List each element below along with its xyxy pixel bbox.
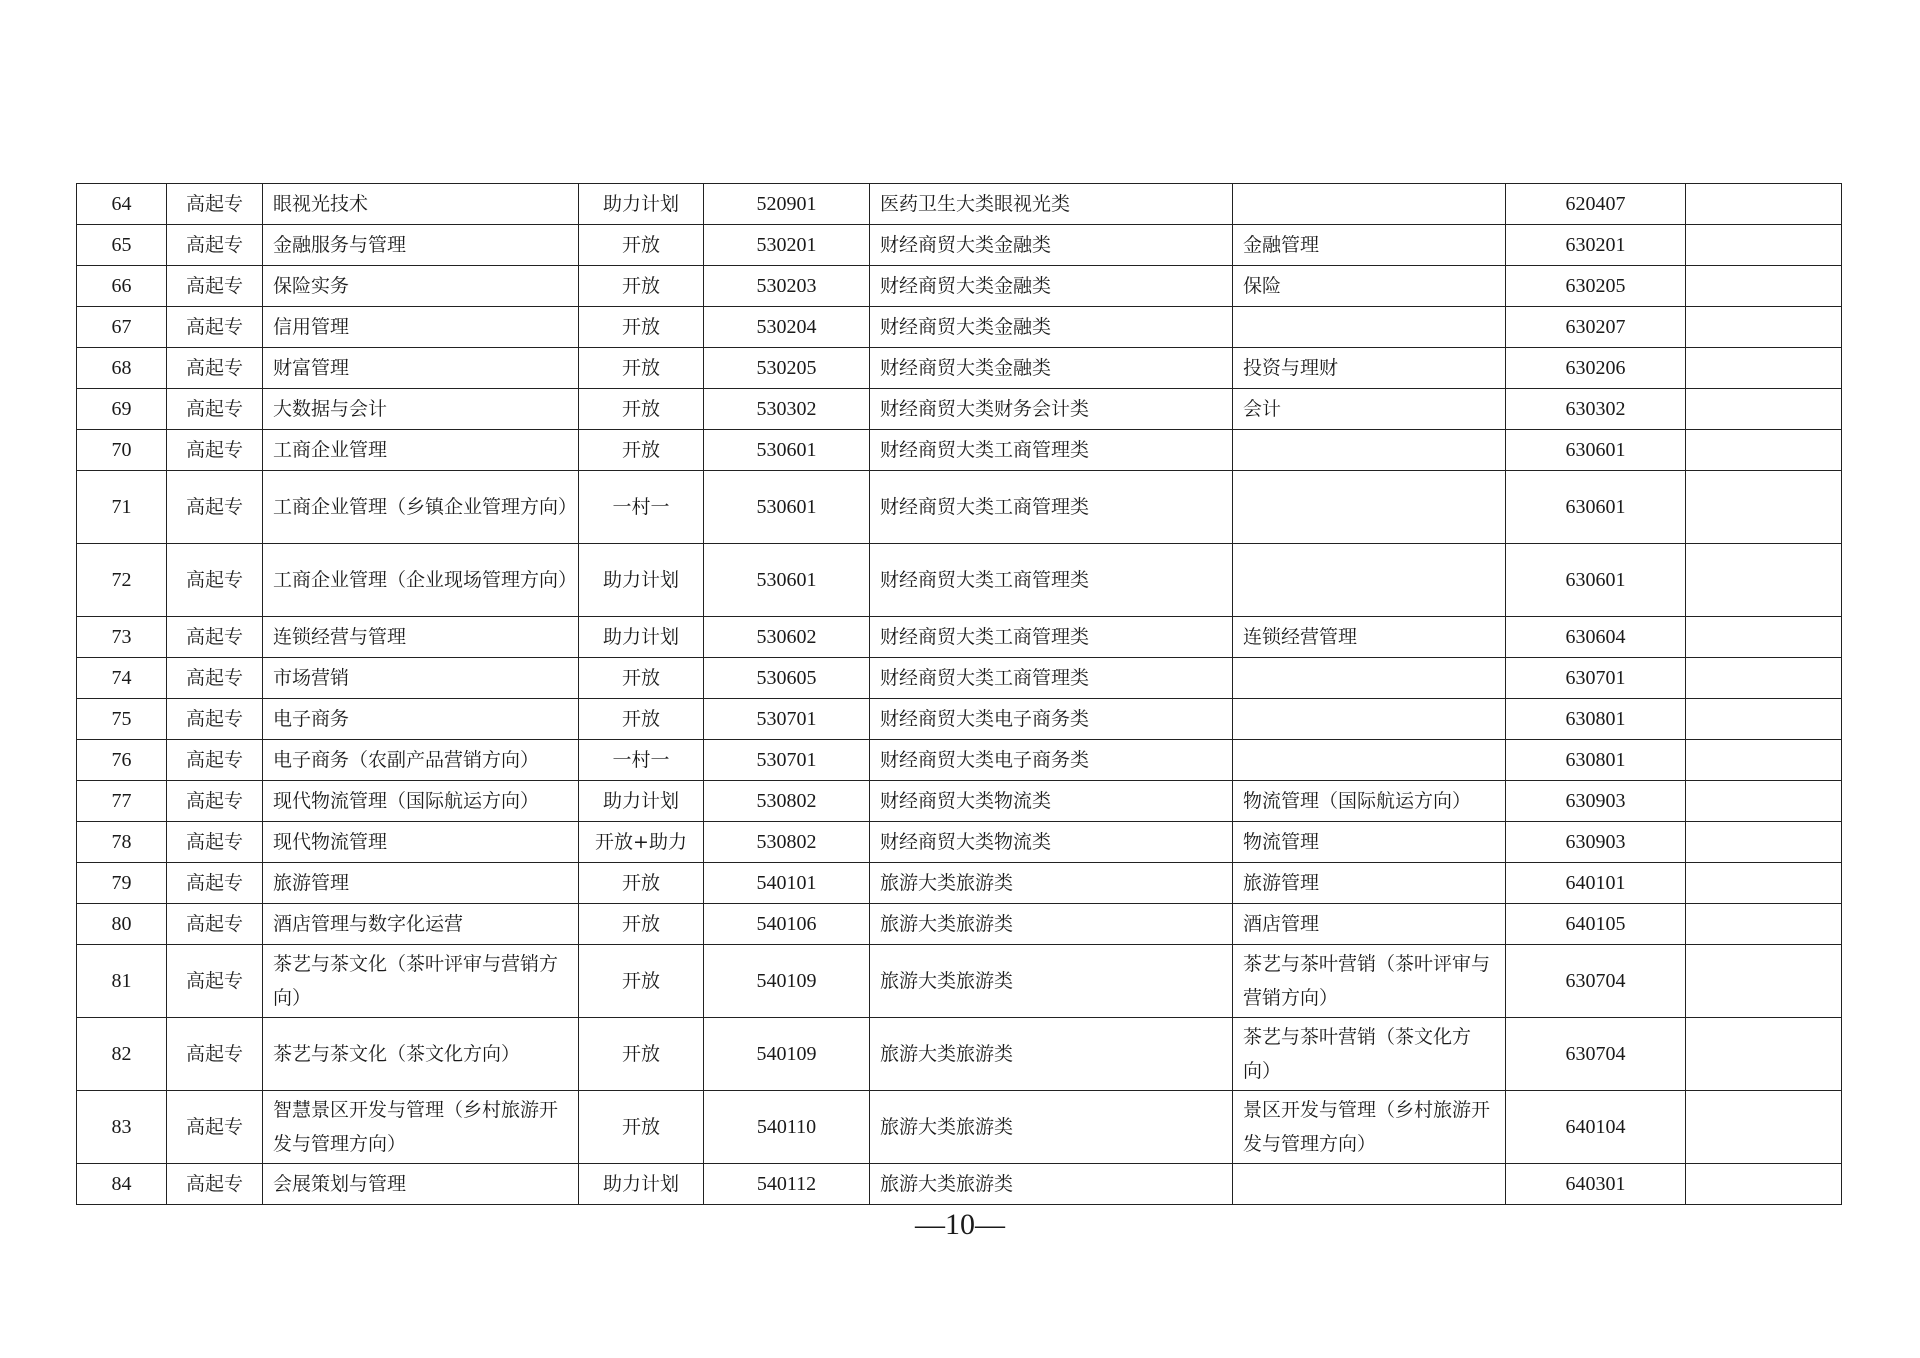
major-code-cell: 530204 xyxy=(704,307,870,348)
row-number-cell: 68 xyxy=(77,348,167,389)
old-major-name-cell xyxy=(1233,430,1506,471)
program-type-cell: 助力计划 xyxy=(579,617,704,658)
level-cell: 高起专 xyxy=(167,740,263,781)
level-cell: 高起专 xyxy=(167,348,263,389)
old-major-code-cell: 630801 xyxy=(1506,699,1686,740)
table-row xyxy=(77,471,1842,544)
old-major-code-cell: 630801 xyxy=(1506,740,1686,781)
major-code-cell: 530802 xyxy=(704,822,870,863)
old-major-name-cell xyxy=(1233,1164,1506,1205)
program-type-cell: 开放 xyxy=(579,389,704,430)
category-cell: 财经商贸大类金融类 xyxy=(870,307,1233,348)
major-code-cell: 530802 xyxy=(704,781,870,822)
old-major-code-cell: 630205 xyxy=(1506,266,1686,307)
major-code-cell: 530205 xyxy=(704,348,870,389)
old-major-code-cell: 640301 xyxy=(1506,1164,1686,1205)
table-row xyxy=(77,945,1842,1018)
remark-cell xyxy=(1686,184,1842,225)
category-cell: 财经商贸大类工商管理类 xyxy=(870,430,1233,471)
level-cell: 高起专 xyxy=(167,617,263,658)
table-row xyxy=(77,225,1842,266)
remark-cell xyxy=(1686,266,1842,307)
old-major-name-cell: 酒店管理 xyxy=(1233,904,1506,945)
old-major-name-cell: 金融管理 xyxy=(1233,225,1506,266)
row-number-cell: 84 xyxy=(77,1164,167,1205)
table-row xyxy=(77,863,1842,904)
old-major-name-cell: 保险 xyxy=(1233,266,1506,307)
row-number-cell: 77 xyxy=(77,781,167,822)
major-name-cell: 现代物流管理 xyxy=(263,822,579,863)
row-number-cell: 65 xyxy=(77,225,167,266)
major-code-cell: 540110 xyxy=(704,1091,870,1164)
old-major-name-cell xyxy=(1233,471,1506,544)
level-cell: 高起专 xyxy=(167,1018,263,1091)
old-major-code-cell: 630601 xyxy=(1506,544,1686,617)
old-major-name-cell: 旅游管理 xyxy=(1233,863,1506,904)
major-name-cell: 金融服务与管理 xyxy=(263,225,579,266)
row-number-cell: 74 xyxy=(77,658,167,699)
program-type-cell: 开放 xyxy=(579,904,704,945)
major-name-cell: 保险实务 xyxy=(263,266,579,307)
major-name-cell: 信用管理 xyxy=(263,307,579,348)
program-type-cell: 助力计划 xyxy=(579,544,704,617)
old-major-code-cell: 630601 xyxy=(1506,471,1686,544)
row-number-cell: 75 xyxy=(77,699,167,740)
old-major-name-cell: 连锁经营管理 xyxy=(1233,617,1506,658)
old-major-name-cell: 投资与理财 xyxy=(1233,348,1506,389)
table-body xyxy=(77,184,1842,1205)
program-type-cell: 一村一 xyxy=(579,471,704,544)
old-major-code-cell: 630604 xyxy=(1506,617,1686,658)
program-type-cell: 开放 xyxy=(579,348,704,389)
old-major-code-cell: 640105 xyxy=(1506,904,1686,945)
program-type-cell: 开放 xyxy=(579,307,704,348)
major-code-cell: 540106 xyxy=(704,904,870,945)
level-cell: 高起专 xyxy=(167,658,263,699)
program-type-cell: 助力计划 xyxy=(579,184,704,225)
table-row xyxy=(77,1091,1842,1164)
old-major-code-cell: 630201 xyxy=(1506,225,1686,266)
program-type-cell: 一村一 xyxy=(579,740,704,781)
major-code-cell: 540101 xyxy=(704,863,870,904)
remark-cell xyxy=(1686,225,1842,266)
old-major-name-cell xyxy=(1233,307,1506,348)
old-major-code-cell: 630601 xyxy=(1506,430,1686,471)
old-major-name-cell: 茶艺与茶叶营销（茶叶评审与营销方向） xyxy=(1233,945,1506,1018)
level-cell: 高起专 xyxy=(167,430,263,471)
level-cell: 高起专 xyxy=(167,471,263,544)
table-row xyxy=(77,740,1842,781)
old-major-code-cell: 630704 xyxy=(1506,945,1686,1018)
old-major-code-cell: 640104 xyxy=(1506,1091,1686,1164)
old-major-code-cell: 620407 xyxy=(1506,184,1686,225)
major-name-cell: 工商企业管理（乡镇企业管理方向） xyxy=(263,471,579,544)
category-cell: 财经商贸大类财务会计类 xyxy=(870,389,1233,430)
category-cell: 财经商贸大类电子商务类 xyxy=(870,699,1233,740)
major-name-cell: 会展策划与管理 xyxy=(263,1164,579,1205)
major-name-cell: 财富管理 xyxy=(263,348,579,389)
old-major-code-cell: 630704 xyxy=(1506,1018,1686,1091)
category-cell: 旅游大类旅游类 xyxy=(870,1091,1233,1164)
remark-cell xyxy=(1686,781,1842,822)
major-code-cell: 530605 xyxy=(704,658,870,699)
old-major-name-cell xyxy=(1233,658,1506,699)
program-type-cell: 开放 xyxy=(579,945,704,1018)
old-major-name-cell: 物流管理（国际航运方向） xyxy=(1233,781,1506,822)
major-name-cell: 现代物流管理（国际航运方向） xyxy=(263,781,579,822)
major-code-cell: 530602 xyxy=(704,617,870,658)
program-type-cell: 开放 xyxy=(579,1018,704,1091)
old-major-code-cell: 630302 xyxy=(1506,389,1686,430)
major-name-cell: 旅游管理 xyxy=(263,863,579,904)
old-major-name-cell: 会计 xyxy=(1233,389,1506,430)
row-number-cell: 81 xyxy=(77,945,167,1018)
major-code-cell: 530701 xyxy=(704,699,870,740)
level-cell: 高起专 xyxy=(167,863,263,904)
row-number-cell: 80 xyxy=(77,904,167,945)
row-number-cell: 79 xyxy=(77,863,167,904)
page-number: —10— xyxy=(915,1208,1005,1241)
major-name-cell: 大数据与会计 xyxy=(263,389,579,430)
category-cell: 财经商贸大类工商管理类 xyxy=(870,471,1233,544)
old-major-code-cell: 630207 xyxy=(1506,307,1686,348)
old-major-code-cell: 630701 xyxy=(1506,658,1686,699)
level-cell: 高起专 xyxy=(167,781,263,822)
level-cell: 高起专 xyxy=(167,184,263,225)
remark-cell xyxy=(1686,658,1842,699)
program-type-cell: 开放 xyxy=(579,430,704,471)
category-cell: 旅游大类旅游类 xyxy=(870,1018,1233,1091)
level-cell: 高起专 xyxy=(167,225,263,266)
remark-cell xyxy=(1686,740,1842,781)
old-major-name-cell xyxy=(1233,740,1506,781)
major-code-cell: 530203 xyxy=(704,266,870,307)
level-cell: 高起专 xyxy=(167,389,263,430)
category-cell: 财经商贸大类金融类 xyxy=(870,225,1233,266)
level-cell: 高起专 xyxy=(167,699,263,740)
major-name-cell: 电子商务（农副产品营销方向） xyxy=(263,740,579,781)
level-cell: 高起专 xyxy=(167,945,263,1018)
table-row xyxy=(77,822,1842,863)
program-type-cell: 开放+助力 xyxy=(579,822,704,863)
level-cell: 高起专 xyxy=(167,1164,263,1205)
row-number-cell: 66 xyxy=(77,266,167,307)
major-code-cell: 530601 xyxy=(704,544,870,617)
level-cell: 高起专 xyxy=(167,904,263,945)
old-major-name-cell: 景区开发与管理（乡村旅游开发与管理方向） xyxy=(1233,1091,1506,1164)
level-cell: 高起专 xyxy=(167,822,263,863)
row-number-cell: 83 xyxy=(77,1091,167,1164)
major-code-cell: 540112 xyxy=(704,1164,870,1205)
major-name-cell: 智慧景区开发与管理（乡村旅游开发与管理方向） xyxy=(263,1091,579,1164)
major-name-cell: 工商企业管理 xyxy=(263,430,579,471)
row-number-cell: 67 xyxy=(77,307,167,348)
remark-cell xyxy=(1686,307,1842,348)
major-name-cell: 茶艺与茶文化（茶文化方向） xyxy=(263,1018,579,1091)
table-row xyxy=(77,1018,1842,1091)
category-cell: 旅游大类旅游类 xyxy=(870,1164,1233,1205)
major-name-cell: 市场营销 xyxy=(263,658,579,699)
old-major-code-cell: 630903 xyxy=(1506,822,1686,863)
level-cell: 高起专 xyxy=(167,307,263,348)
row-number-cell: 76 xyxy=(77,740,167,781)
remark-cell xyxy=(1686,544,1842,617)
level-cell: 高起专 xyxy=(167,266,263,307)
row-number-cell: 82 xyxy=(77,1018,167,1091)
old-major-code-cell: 630206 xyxy=(1506,348,1686,389)
program-type-cell: 助力计划 xyxy=(579,1164,704,1205)
major-code-cell: 530201 xyxy=(704,225,870,266)
old-major-name-cell xyxy=(1233,699,1506,740)
major-code-cell: 540109 xyxy=(704,945,870,1018)
program-type-cell: 开放 xyxy=(579,863,704,904)
category-cell: 财经商贸大类工商管理类 xyxy=(870,544,1233,617)
remark-cell xyxy=(1686,1091,1842,1164)
remark-cell xyxy=(1686,904,1842,945)
category-cell: 财经商贸大类金融类 xyxy=(870,266,1233,307)
category-cell: 财经商贸大类工商管理类 xyxy=(870,658,1233,699)
remark-cell xyxy=(1686,699,1842,740)
remark-cell xyxy=(1686,430,1842,471)
remark-cell xyxy=(1686,863,1842,904)
remark-cell xyxy=(1686,471,1842,544)
major-name-cell: 茶艺与茶文化（茶叶评审与营销方向） xyxy=(263,945,579,1018)
table-row xyxy=(77,699,1842,740)
row-number-cell: 64 xyxy=(77,184,167,225)
table-row xyxy=(77,1164,1842,1205)
row-number-cell: 78 xyxy=(77,822,167,863)
category-cell: 财经商贸大类物流类 xyxy=(870,822,1233,863)
category-cell: 财经商贸大类工商管理类 xyxy=(870,617,1233,658)
remark-cell xyxy=(1686,389,1842,430)
remark-cell xyxy=(1686,1164,1842,1205)
row-number-cell: 72 xyxy=(77,544,167,617)
category-cell: 旅游大类旅游类 xyxy=(870,945,1233,1018)
major-code-cell: 530601 xyxy=(704,471,870,544)
major-code-cell: 530601 xyxy=(704,430,870,471)
level-cell: 高起专 xyxy=(167,1091,263,1164)
row-number-cell: 71 xyxy=(77,471,167,544)
major-code-cell: 530302 xyxy=(704,389,870,430)
category-cell: 医药卫生大类眼视光类 xyxy=(870,184,1233,225)
table-row xyxy=(77,904,1842,945)
remark-cell xyxy=(1686,348,1842,389)
category-cell: 财经商贸大类金融类 xyxy=(870,348,1233,389)
remark-cell xyxy=(1686,822,1842,863)
category-cell: 旅游大类旅游类 xyxy=(870,863,1233,904)
table-row xyxy=(77,389,1842,430)
old-major-code-cell: 630903 xyxy=(1506,781,1686,822)
program-type-cell: 开放 xyxy=(579,266,704,307)
major-name-cell: 连锁经营与管理 xyxy=(263,617,579,658)
table-row xyxy=(77,348,1842,389)
remark-cell xyxy=(1686,1018,1842,1091)
old-major-name-cell: 茶艺与茶叶营销（茶文化方向） xyxy=(1233,1018,1506,1091)
program-type-cell: 开放 xyxy=(579,1091,704,1164)
table-row xyxy=(77,544,1842,617)
major-code-cell: 540109 xyxy=(704,1018,870,1091)
major-code-cell: 530701 xyxy=(704,740,870,781)
category-cell: 财经商贸大类物流类 xyxy=(870,781,1233,822)
remark-cell xyxy=(1686,617,1842,658)
table-row xyxy=(77,184,1842,225)
program-type-cell: 开放 xyxy=(579,699,704,740)
table-row xyxy=(77,307,1842,348)
table-row xyxy=(77,617,1842,658)
major-name-cell: 酒店管理与数字化运营 xyxy=(263,904,579,945)
old-major-code-cell: 640101 xyxy=(1506,863,1686,904)
major-code-cell: 520901 xyxy=(704,184,870,225)
program-type-cell: 开放 xyxy=(579,658,704,699)
major-name-cell: 电子商务 xyxy=(263,699,579,740)
old-major-name-cell xyxy=(1233,544,1506,617)
major-name-cell: 工商企业管理（企业现场管理方向） xyxy=(263,544,579,617)
category-cell: 财经商贸大类电子商务类 xyxy=(870,740,1233,781)
program-type-cell: 开放 xyxy=(579,225,704,266)
row-number-cell: 69 xyxy=(77,389,167,430)
row-number-cell: 70 xyxy=(77,430,167,471)
table-row xyxy=(77,781,1842,822)
program-type-cell: 助力计划 xyxy=(579,781,704,822)
level-cell: 高起专 xyxy=(167,544,263,617)
remark-cell xyxy=(1686,945,1842,1018)
table-row xyxy=(77,430,1842,471)
program-table xyxy=(76,183,1842,1205)
category-cell: 旅游大类旅游类 xyxy=(870,904,1233,945)
major-name-cell: 眼视光技术 xyxy=(263,184,579,225)
table-row xyxy=(77,266,1842,307)
table-row xyxy=(77,658,1842,699)
old-major-name-cell: 物流管理 xyxy=(1233,822,1506,863)
old-major-name-cell xyxy=(1233,184,1506,225)
row-number-cell: 73 xyxy=(77,617,167,658)
